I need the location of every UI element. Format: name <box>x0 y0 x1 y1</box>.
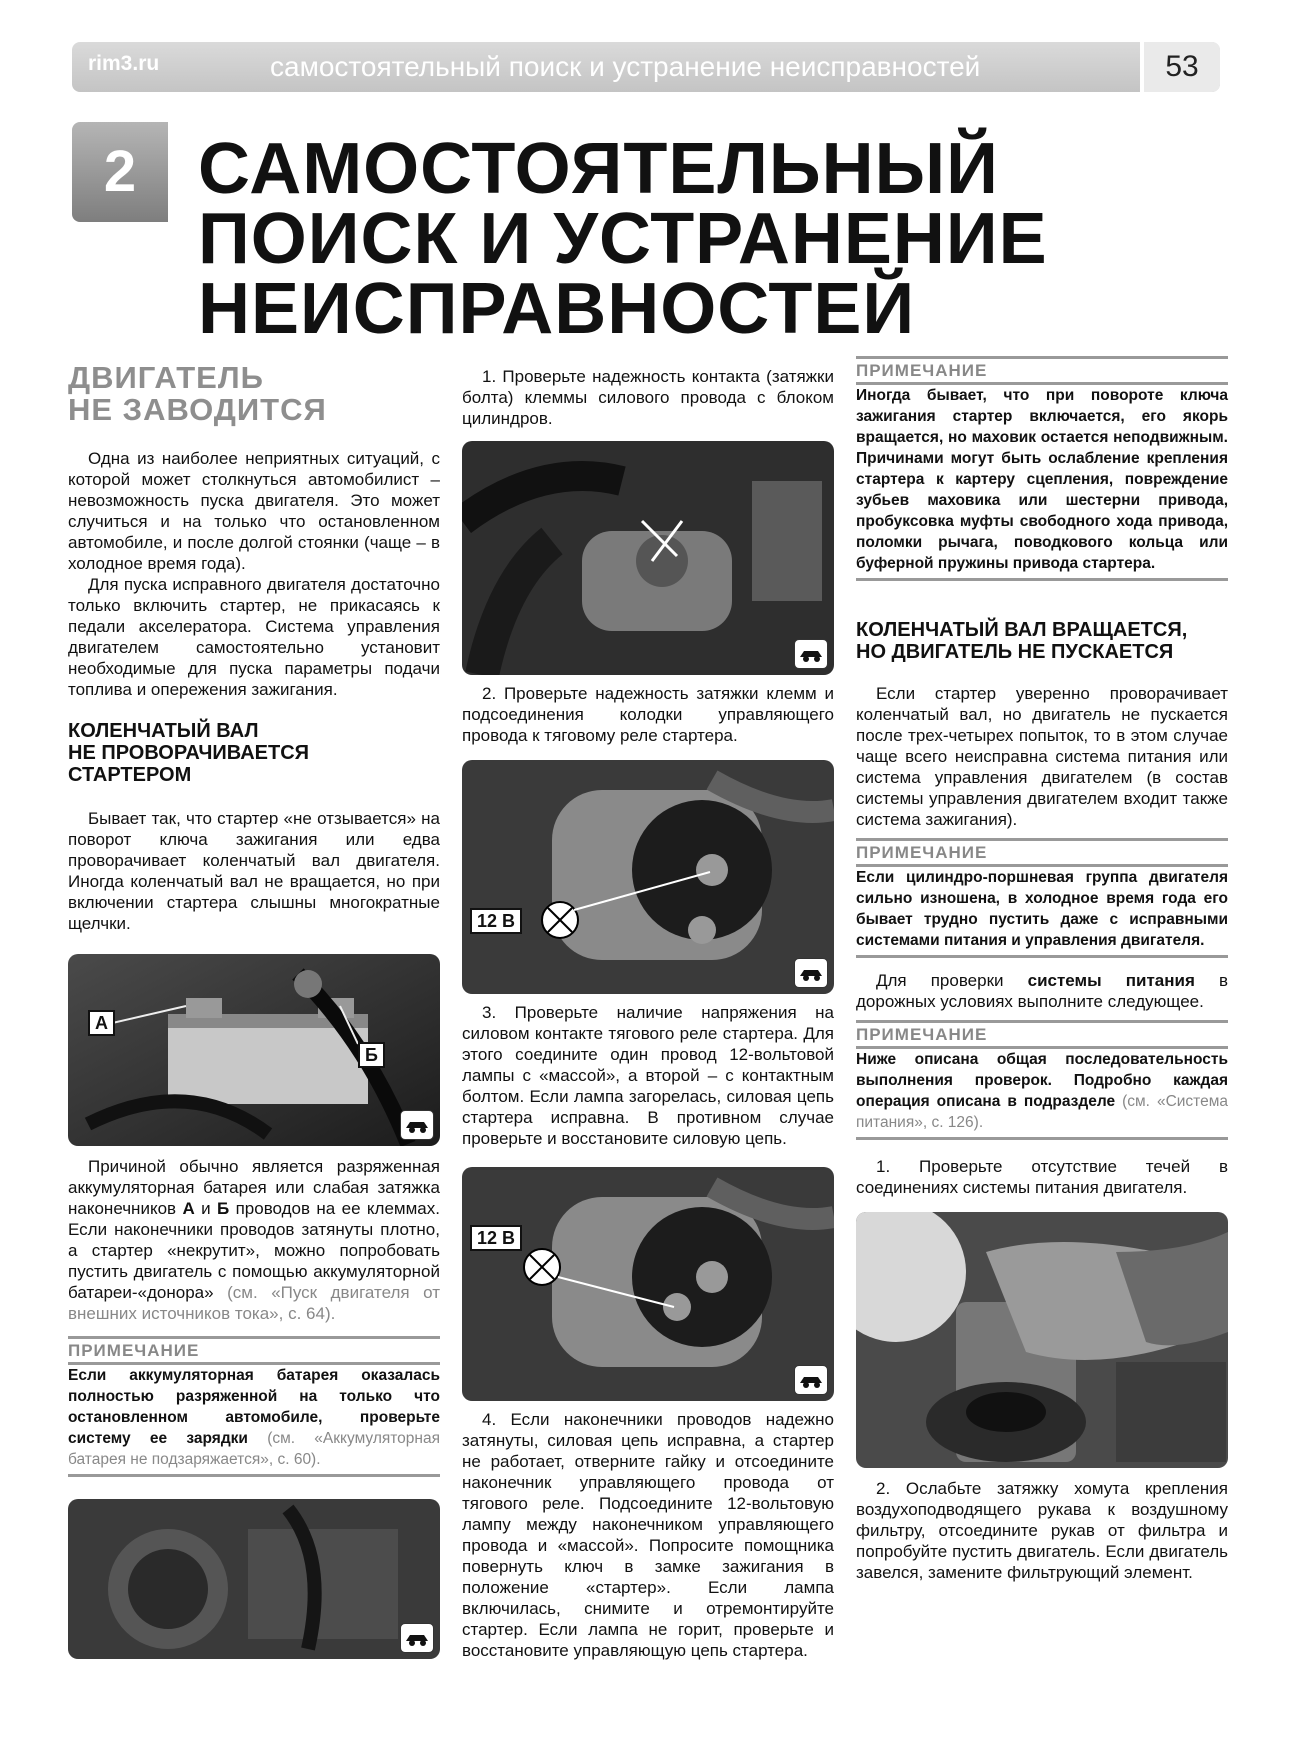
inline-label-a: А <box>182 1199 195 1218</box>
car-icon <box>400 1110 434 1140</box>
photo-starter-bolt <box>462 441 834 675</box>
cross-reference: (см. «Аккумуляторная батарея не подзаряжается», с. 60). <box>68 1430 440 1468</box>
step-text: 3. Проверьте наличие напряжения на силовом контакте тягового реле стартера. Для этого соедините один провод 12-вольтовой лампы с «массой», а второй – с контактным болтом. Если лампа загорелась, силовая цепь стартера исправна. В противном случае проверьте и восстановите силовую цепь. <box>462 1003 834 1148</box>
emphasis: системы питания <box>1027 971 1195 990</box>
note-text <box>856 1049 1228 1140</box>
chapter-title-line: ПОИСК И УСТРАНЕНИЕ <box>198 199 1048 279</box>
photo-starter-lamp-1 <box>462 760 834 994</box>
paragraph: Для пуска исправного двигателя достаточно только включить стартер, не прикасаясь к педали акселератора. Система управления двигателем самостоятельно установит необходимые для пуска параметры подачи топлива и опережения зажигания. <box>68 575 440 699</box>
column-3 <box>856 356 1228 1583</box>
engine-photo-illustration <box>68 1499 440 1659</box>
photo-air-filter <box>856 1212 1228 1468</box>
page-number: 53 <box>1140 42 1220 92</box>
cross-reference: (см. «Система питания», с. 126). <box>856 1093 1228 1131</box>
paragraph: Бывает так, что стартер «не отзывается» на поворот ключа зажигания или едва проворачивает коленчатый вал двигателя. Иногда коленчатый вал не вращается, но при включении стартера слышны многократные щелчки. <box>68 809 440 933</box>
lamp-label: 12 В <box>470 1225 522 1251</box>
subsection-heading-line: КОЛЕНЧАТЫЙ ВАЛ ВРАЩАЕТСЯ, <box>856 619 1188 641</box>
site-url: rim3.ru <box>88 52 160 75</box>
step-text: 4. Если наконечники проводов надежно затянуты, силовая цепь исправна, а стартер не работает, отверните гайку и отсоедините наконечник управляющего провода от тягового реле. Подсоедините 12-вольтовую лампу между наконечником управляющего провода и «массой». Попросите помощника повернуть ключ в замке зажигания в положение «стартер». Если лампа включилась, снимите и отремонтируйте стартер. Если лампа не горит, проверьте и восстановите управляющую цепь стартера. <box>462 1410 834 1660</box>
running-header <box>72 42 1220 92</box>
paragraph-text: и <box>194 1199 217 1218</box>
chapter-number: 2 <box>72 122 168 222</box>
lamp-label: 12 В <box>470 908 522 934</box>
note-text: Иногда бывает, что при повороте ключа зажигания стартер включается, его якорь вращается, но маховик остается неподвижным. Причинами могут быть ослабление крепления стартера к картеру сцепления, повреждение зубьев маховика или шестерни привода, пробуксовка муфты свободного хода привода, поломки рычага, поводкового кольца или буферной пружины привода стартера. <box>856 385 1228 581</box>
subsection-heading <box>68 720 440 786</box>
column-2 <box>462 366 834 1661</box>
step-text: 2. Проверьте надежность затяжки клемм и подсоединения колодки управляющего провода к тяговому реле стартера. <box>462 684 834 745</box>
note-body: Ниже описана общая последовательность выполнения проверок. Подробно каждая операция описана в подразделе <box>856 1051 1228 1110</box>
note-body: Если аккумуляторная батарея оказалась полностью разряженной на только что остановленном автомобиле, проверьте систему ее зарядки <box>68 1367 440 1447</box>
paragraph-text: Для проверки <box>876 971 1028 990</box>
subsection-heading <box>856 619 1228 663</box>
note-text <box>68 1365 440 1477</box>
column-1 <box>68 362 440 1659</box>
subsection-heading-line: НЕ ПРОВОРАЧИВАЕТСЯ <box>68 742 310 764</box>
car-icon <box>794 639 828 669</box>
starter-lamp-illustration <box>462 760 834 994</box>
inline-label-b: Б <box>217 1199 230 1218</box>
cross-reference: (см. «Пуск двигателя от внешних источников тока», с. 64). <box>68 1283 440 1323</box>
step-text: 1. Проверьте отсутствие течей в соединениях системы питания двигателя. <box>856 1157 1228 1197</box>
paragraph-text: Причиной обычно является разряженная аккумуляторная батарея или слабая затяжка наконечников <box>68 1157 440 1218</box>
car-icon <box>794 1365 828 1395</box>
step-text: 2. Ослабьте затяжку хомута крепления воздухоподводящего рукава к воздушному фильтру, отсоедините рукав от фильтра и попробуйте пустить двигатель. Если двигатель завелся, замените фильтрующий элемент. <box>856 1479 1228 1582</box>
label-b: Б <box>358 1042 385 1068</box>
step-text: 1. Проверьте надежность контакта (затяжки болта) клеммы силового провода с блоком цилиндров. <box>462 367 834 428</box>
air-filter-photo-illustration <box>856 1212 1228 1468</box>
chapter-title <box>198 129 1198 349</box>
note-heading: ПРИМЕЧАНИЕ <box>856 838 1228 867</box>
section-heading-line: НЕ ЗАВОДИТСЯ <box>68 392 327 427</box>
label-a: А <box>88 1010 115 1036</box>
note-heading: ПРИМЕЧАНИЕ <box>856 1020 1228 1049</box>
note-heading: ПРИМЕЧАНИЕ <box>68 1336 440 1365</box>
note-heading: ПРИМЕЧАНИЕ <box>856 356 1228 385</box>
subsection-heading-line: СТАРТЕРОМ <box>68 764 192 786</box>
chapter-title-line: САМОСТОЯТЕЛЬНЫЙ <box>198 129 999 209</box>
subsection-heading-line: КОЛЕНЧАТЫЙ ВАЛ <box>68 720 259 742</box>
photo-engine-bottom <box>68 1499 440 1659</box>
starter-photo-illustration <box>462 441 834 675</box>
car-icon <box>400 1623 434 1653</box>
note-text: Если цилиндро-поршневая группа двигателя сильно изношена, в холодное время года его бывает трудно пустить даже с исправными системами питания и управления двигателя. <box>856 867 1228 958</box>
car-icon <box>794 958 828 988</box>
paragraph <box>68 1156 440 1324</box>
section-heading-line: ДВИГАТЕЛЬ <box>68 360 264 395</box>
starter-lamp-illustration <box>462 1167 834 1401</box>
chapter-title-line: НЕИСПРАВНОСТЕЙ <box>198 269 916 349</box>
photo-battery <box>68 954 440 1146</box>
paragraph <box>856 970 1228 1012</box>
section-heading <box>68 362 440 426</box>
paragraph-text: проводов на ее клеммах. Если наконечники проводов затянуты плотно, а стартер «некрутит», можно попробовать пустить двигатель с помощью аккумуляторной батареи-«донора» <box>68 1199 440 1302</box>
paragraph: Одна из наиболее неприятных ситуаций, с которой может столкнуться автомобилист – невозможность пуска двигателя. Это может случиться и на только что остановленном автомобиле, и после долгой стоянки (чаще – в холодное время года). <box>68 449 440 573</box>
subsection-heading-line: НО ДВИГАТЕЛЬ НЕ ПУСКАЕТСЯ <box>856 641 1174 663</box>
paragraph-text: в дорожных условиях выполните следующее. <box>856 971 1228 1011</box>
photo-starter-lamp-2 <box>462 1167 834 1401</box>
paragraph: Если стартер уверенно проворачивает коленчатый вал, но двигатель не пускается после трех-четырех попыток, то в этом случае чаще всего неисправна система питания или система управления двигателем (в состав системы управления двигателем входит также система зажигания). <box>856 684 1228 829</box>
running-section-title: самостоятельный поиск и устранение неисправностей <box>270 51 981 82</box>
